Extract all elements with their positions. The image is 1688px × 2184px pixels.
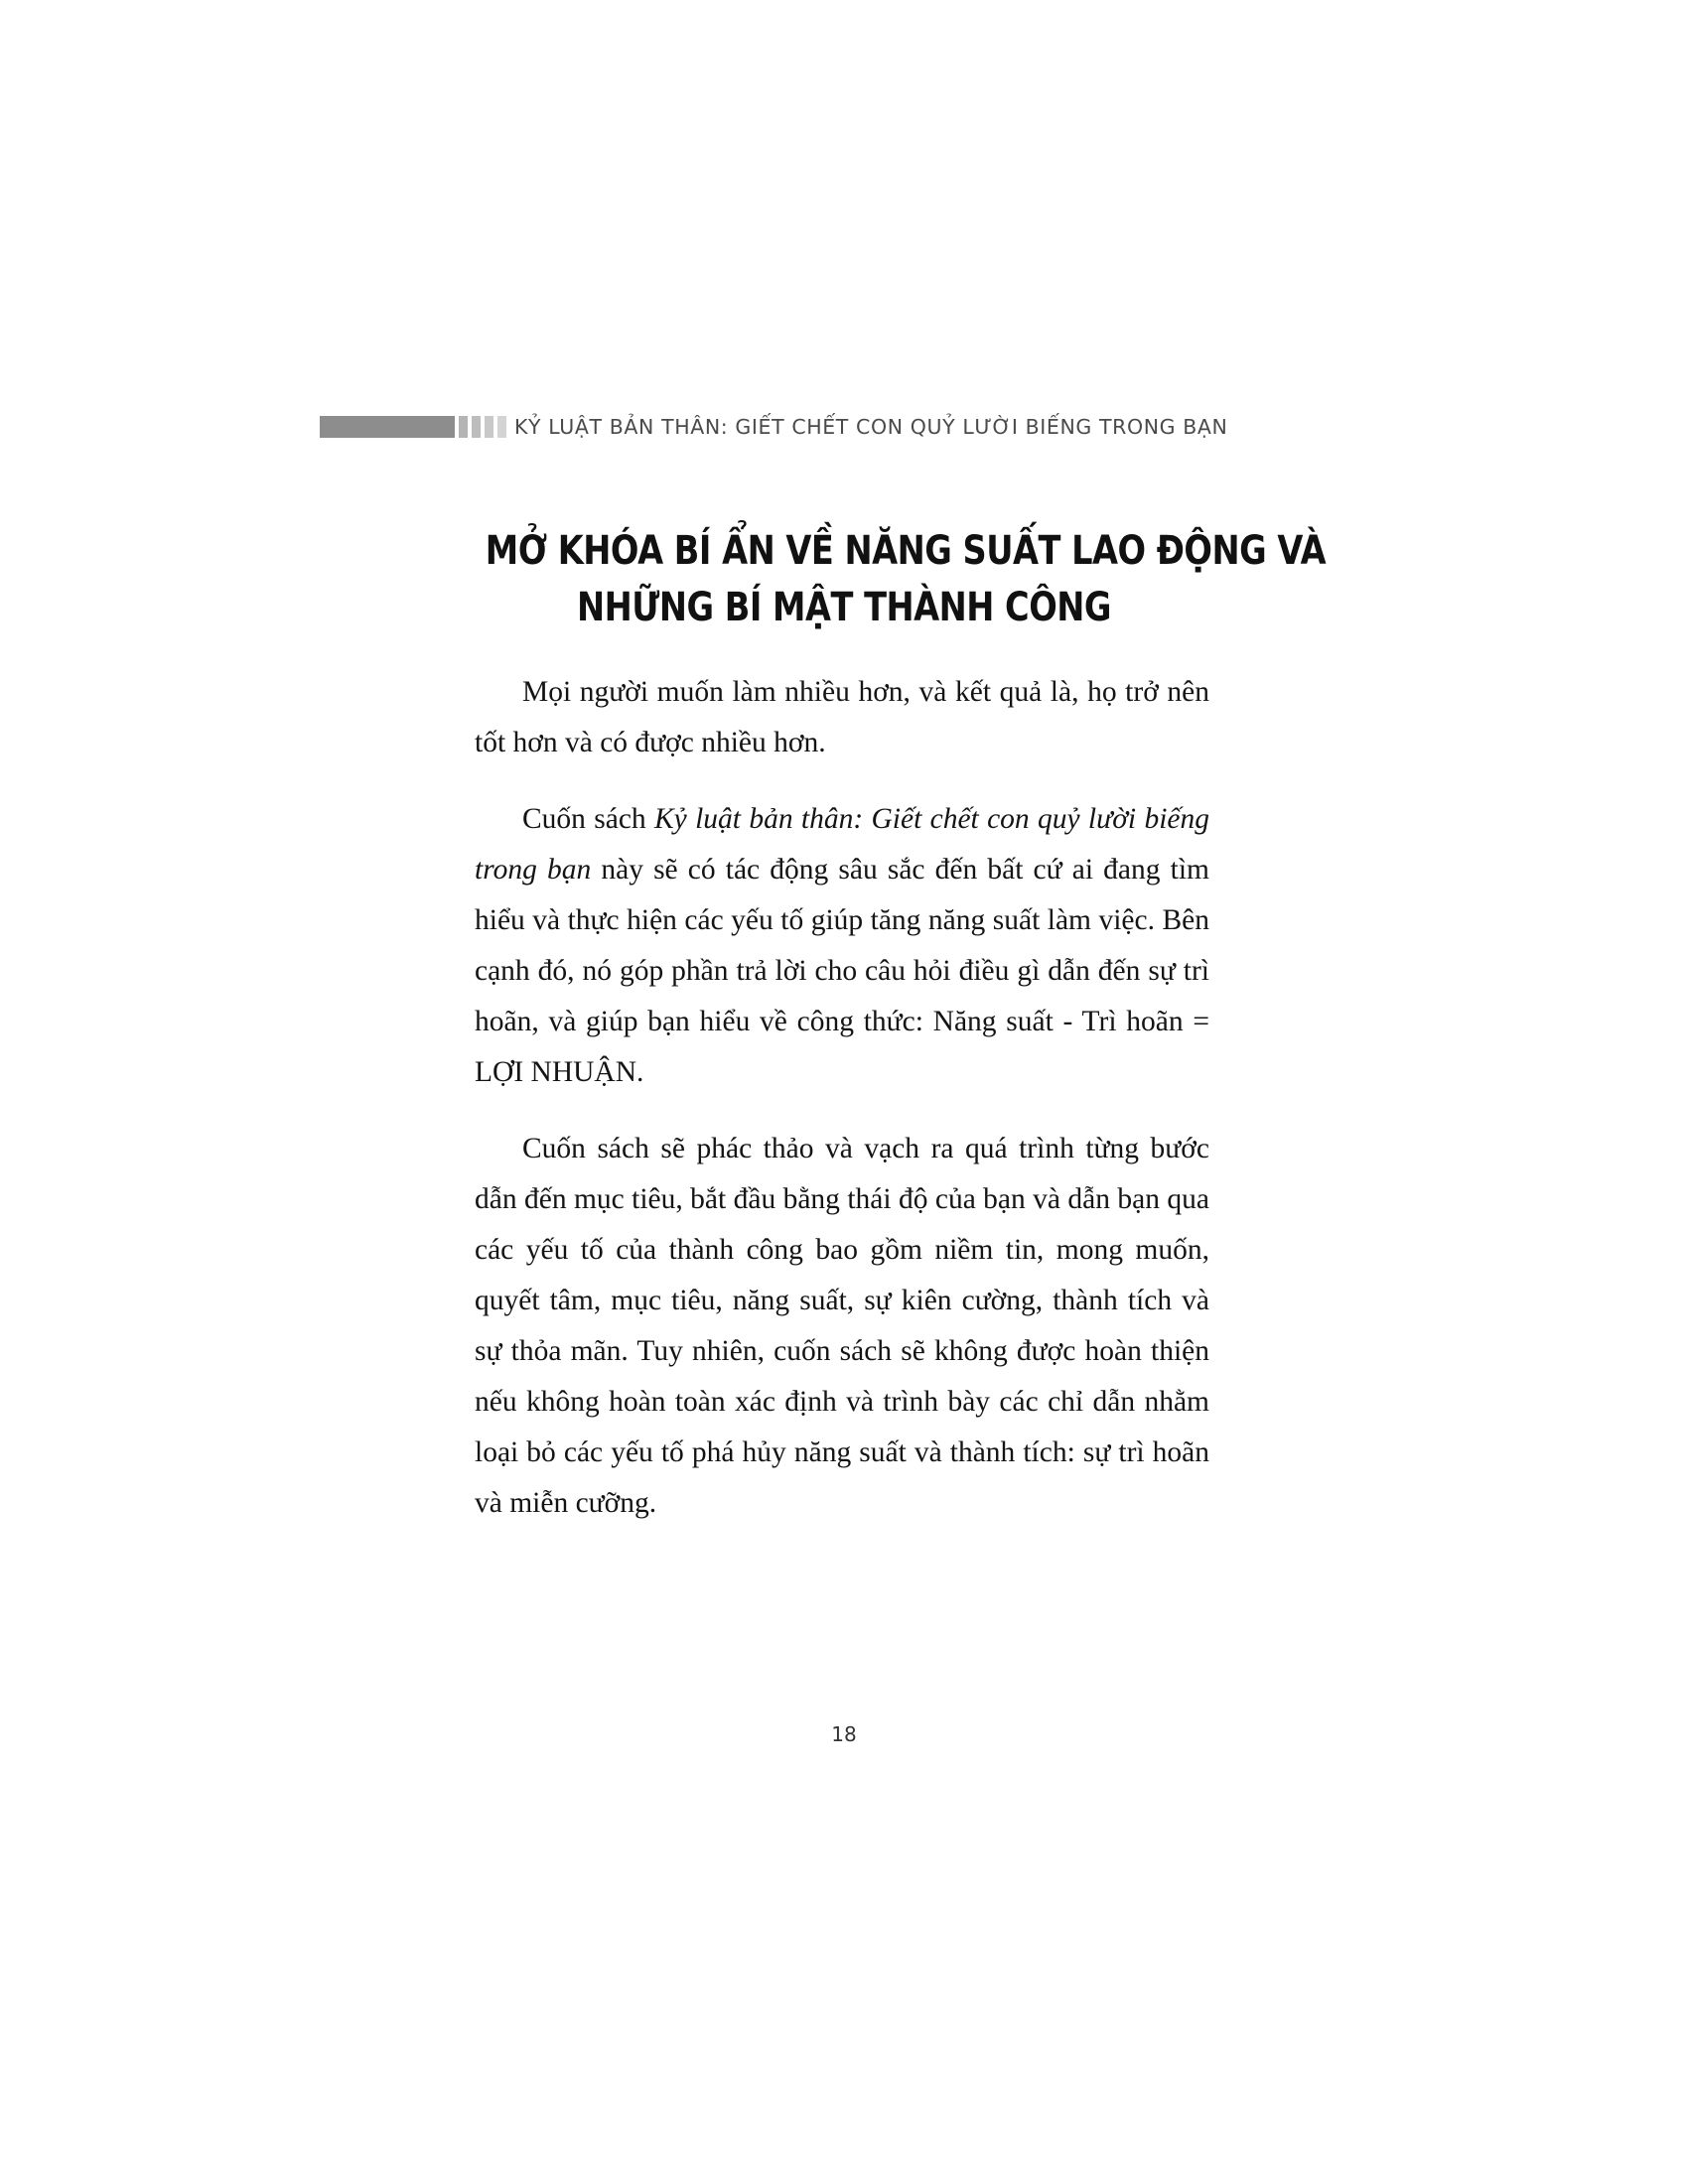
paragraph-3: Cuốn sách sẽ phác thảo và vạch ra quá trình từng bước dẫn đến mục tiêu, bắt đầu bằng thái độ của bạn và dẫn bạn qua các yếu tố của thành công bao gồm niềm tin, mong muốn, quyết tâm, mục tiêu, năng suất, sự kiên cường, thành tích và sự thỏa mãn. Tuy nhiên, cuốn sách sẽ không được hoàn thiện nếu không hoàn toàn xác định và trình bày các chỉ dẫn nhằm loại bỏ các yếu tố phá hủy năng suất và thành tích: sự trì hoãn và miễn cưỡng.	[475, 1133, 1209, 1519]
header-bar-tick-1	[459, 416, 468, 438]
running-header-title: KỶ LUẬT BẢN THÂN: GIẾT CHẾT CON QUỶ LƯỜI BIẾNG TRONG BẠN	[514, 415, 1228, 439]
book-title-italic: Kỷ luật bản thân: Giết chết con quỷ lười biếng trong bạn	[475, 803, 1209, 886]
header-bar-solid	[320, 416, 455, 438]
page-title-line-2: NHỮNG BÍ MẬT THÀNH CÔNG	[577, 584, 1111, 630]
header-bar-tick-3	[485, 416, 493, 438]
running-header	[320, 415, 1372, 439]
paragraph-2-lead: Cuốn sách	[522, 803, 654, 835]
paragraph-2	[475, 794, 1209, 1098]
page-title	[485, 523, 1327, 636]
header-bar-tick-4	[497, 416, 506, 438]
paragraph-1: Mọi người muốn làm nhiều hơn, và kết quả là, họ trở nên tốt hơn và có được nhiều hơn.	[475, 676, 1209, 758]
paragraph-2-tail: này sẽ có tác động sâu sắc đến bất cứ ai đang tìm hiểu và thực hiện các yếu tố giúp tăng năng suất làm việc. Bên cạnh đó, nó góp phần trả lời cho câu hỏi điều gì dẫn đến sự trì hoãn, và giúp bạn hiểu về công thức: Năng suất - Trì hoãn = LỢI NHUẬN.	[475, 854, 1209, 1088]
page-title-line-1: MỞ KHÓA BÍ ẨN VỀ NĂNG SUẤT LAO ĐỘNG VÀ	[485, 527, 1327, 574]
header-bar-tick-2	[472, 416, 481, 438]
page-number: 18	[831, 1722, 857, 1746]
body-text	[475, 667, 1209, 1529]
header-decoration-bars	[320, 416, 506, 438]
